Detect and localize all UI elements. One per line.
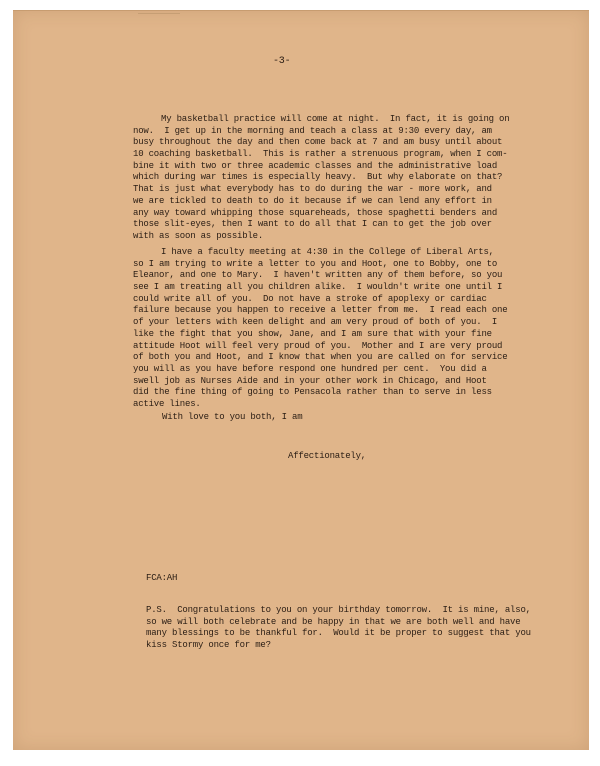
text-line: any way toward whipping those squareheads, those spaghetti benders and — [133, 207, 498, 218]
closing-line: With love to you both, I am — [162, 412, 303, 422]
text-line: I have a faculty meeting at 4:30 in the College of Liberal Arts, — [161, 247, 494, 257]
page-number: -3- — [273, 56, 291, 67]
text-line: so we will both celebrate and be happy in that we are both well and have — [146, 616, 521, 627]
text-line: could write all of you. Do not have a stroke of apoplexy or cardiac — [133, 293, 487, 304]
text-line: of your letters with keen delight and am very proud of both of you. I — [133, 317, 498, 328]
text-line: kiss Stormy once for me? — [146, 640, 271, 651]
text-line: see I am treating all you children alike. I wouldn't write one until I — [133, 282, 503, 293]
scan-edge — [13, 10, 589, 11]
text-line: Eleanor, and one to Mary. I haven't written any of them before, so you — [133, 270, 503, 281]
text-line: My basketball practice will come at night. In fact, it is going on — [161, 114, 510, 124]
text-line: with as soon as possible. — [133, 230, 264, 241]
text-line: now. I get up in the morning and teach a class at 9:30 every day, am — [133, 125, 492, 136]
text-line: which during war times is especially heavy. But why elaborate on that? — [133, 172, 503, 183]
text-line: many blessings to be thankful for. Would it be proper to suggest that you — [146, 628, 531, 639]
paragraph-basketball — [133, 114, 509, 243]
text-line: swell job as Nurses Aide and in your other work in Chicago, and Hoot — [133, 375, 487, 386]
text-line: failure because you happen to receive a letter from me. I read each one — [133, 305, 508, 316]
paper-mark — [138, 13, 180, 14]
text-line: we are tickled to death to do it because if we can lend any effort in — [133, 195, 492, 206]
text-line: you will as you have before respond one hundred per cent. You did a — [133, 363, 487, 374]
signoff: Affectionately, — [288, 451, 367, 461]
text-line: bine it with two or three academic classes and the administrative load — [133, 160, 498, 171]
text-line: those slit-eyes, then I want to do all that I can to get the job over — [133, 219, 492, 230]
text-line: attitude Hoot will feel very proud of you. Mother and I are very proud — [133, 340, 503, 351]
text-line: P.S. Congratulations to you on your birthday tomorrow. It is mine, also, — [146, 605, 531, 615]
text-line: That is just what everybody has to do during the war - more work, and — [133, 184, 492, 195]
text-line: 10 coaching basketball. This is rather a strenuous program, when I com- — [133, 149, 508, 160]
postscript — [146, 605, 531, 652]
text-line: like the fight that you show, Jane, and I am sure that with your fine — [133, 328, 492, 339]
text-line: of both you and Hoot, and I know that when you are called on for service — [133, 352, 508, 363]
text-line: active lines. — [133, 398, 201, 409]
text-line: busy throughout the day and then come back at 7 and am busy until about — [133, 137, 503, 148]
text-line: so I am trying to write a letter to you and Hoot, one to Bobby, one to — [133, 258, 498, 269]
paragraph-faculty-meeting — [133, 247, 507, 411]
typist-initials: FCA:AH — [146, 573, 178, 583]
text-line: did the fine thing of going to Pensacola rather than to serve in less — [133, 387, 492, 398]
